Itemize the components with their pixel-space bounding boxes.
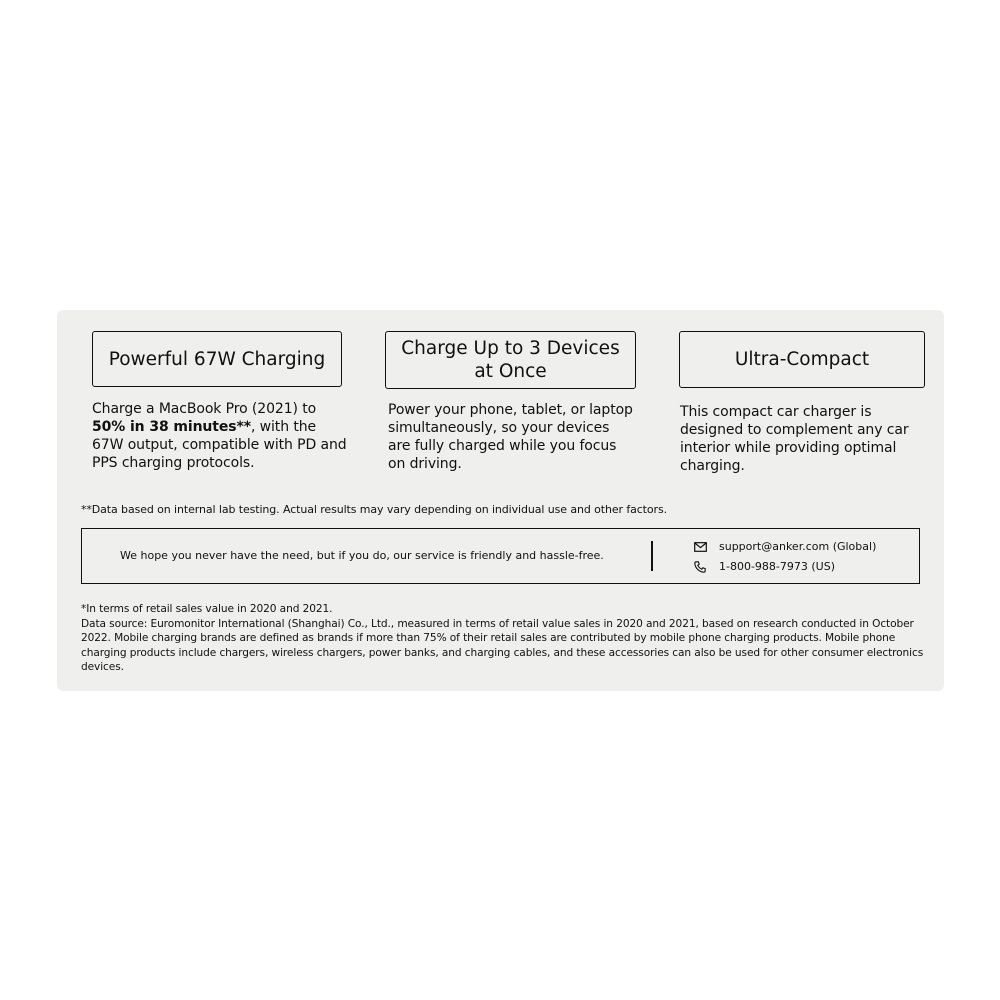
- feature-desc-1-highlight: 50% in 38 minutes**: [92, 419, 251, 435]
- feature-title-3: Ultra-Compact: [734, 349, 870, 370]
- feature-title-1: Powerful 67W Charging: [108, 348, 326, 370]
- lab-testing-footnote: **Data based on internal lab testing. Actual results may vary depending on individual use and other factors.: [81, 503, 667, 516]
- fine-print-body: Data source: Euromonitor International (Shanghai) Co., Ltd., measured in terms of retail value sales in 2020 and 2021, based on research conducted in October 2022. Mobile charging brands are defined as brands if more than 75% of their retail sales are contributed by mobile phone charging products. Mobile phone charging products include chargers, wireless chargers, power banks, and charging cables, and these accessories can also be used for other consumer electronics devices.: [81, 617, 924, 673]
- support-email[interactable]: support@anker.com (Global): [719, 540, 877, 553]
- support-phone[interactable]: 1-800-988-7973 (US): [719, 560, 836, 573]
- feature-desc-3: This compact car charger is designed to complement any car interior while providing optimal charging.: [680, 404, 909, 474]
- product-info-card: [57, 310, 944, 691]
- service-message: We hope you never have the need, but if you do, our service is friendly and hassle-free.: [120, 549, 604, 562]
- email-contact: [694, 540, 876, 553]
- feature-title-box-1: [92, 331, 342, 387]
- phone-icon: [694, 561, 707, 573]
- feature-title-box-3: [679, 331, 925, 388]
- feature-desc-2: Power your phone, tablet, or laptop simultaneously, so your devices are fully charged while you focus on driving.: [388, 402, 633, 472]
- fine-print-line1: *In terms of retail sales value in 2020 and 2021.: [81, 603, 333, 615]
- service-box: [81, 528, 920, 584]
- service-divider: [651, 541, 653, 571]
- mail-icon: [694, 542, 707, 552]
- feature-desc-1: Charge a MacBook Pro (2021) to 50% in 38 minutes**, with the 67W output, compatible with PD and PPS charging protocols.: [92, 401, 347, 471]
- fine-print: [81, 602, 926, 675]
- feature-title-2: Charge Up to 3 Devices at Once: [401, 338, 620, 382]
- phone-contact: [694, 560, 835, 573]
- feature-title-box-2: [385, 331, 636, 389]
